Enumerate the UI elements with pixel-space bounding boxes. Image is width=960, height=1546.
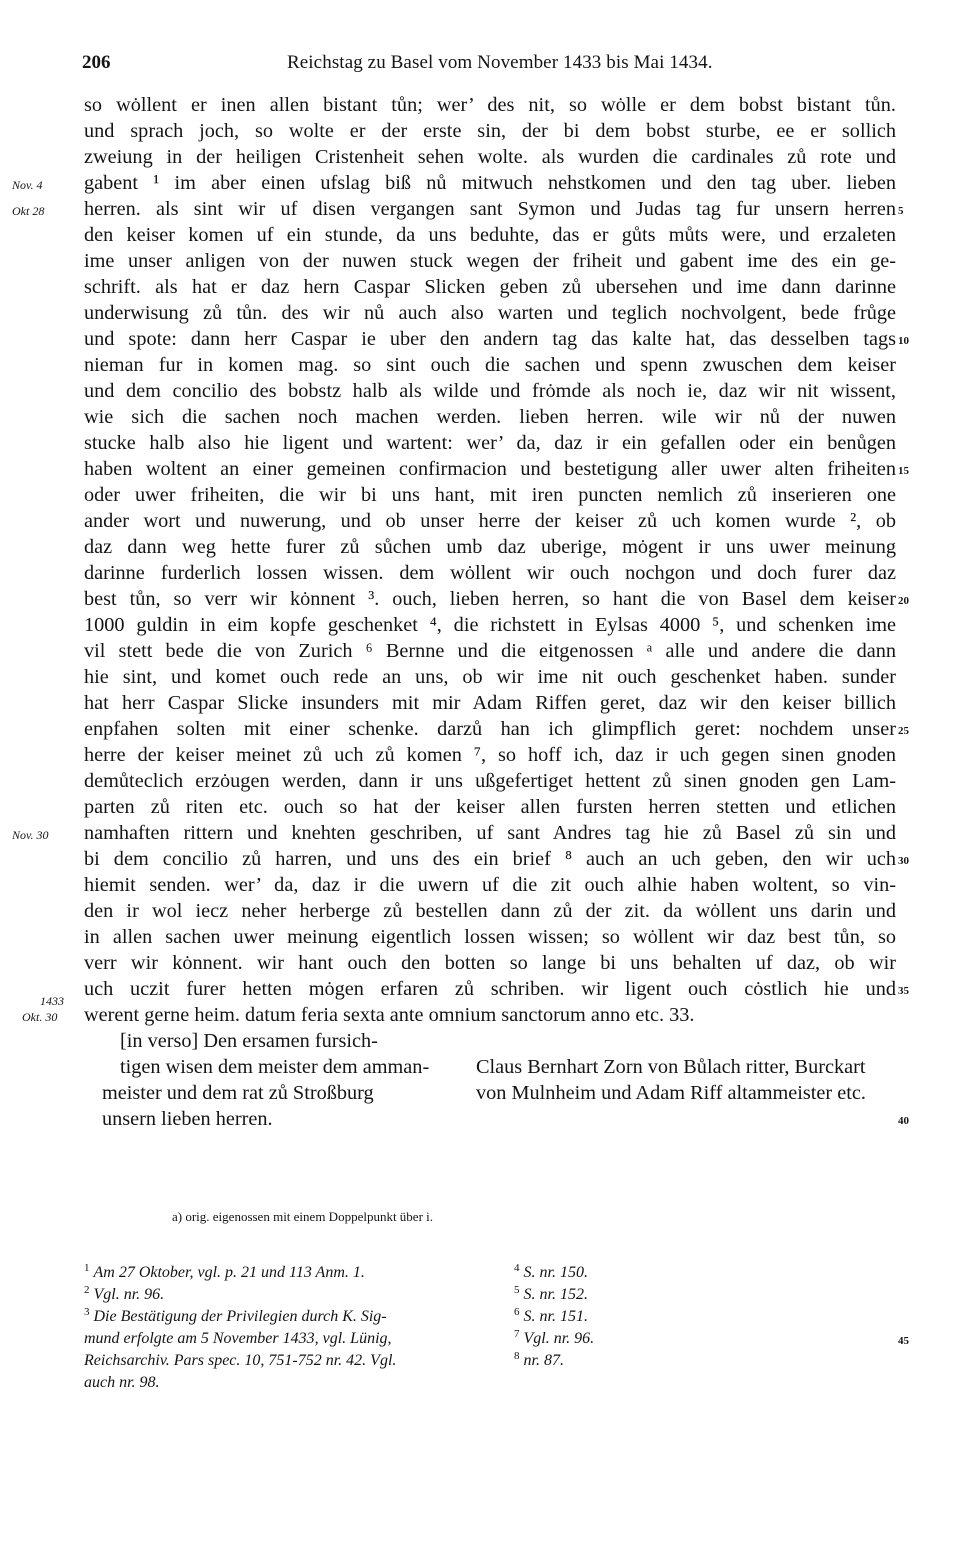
- line-number: 10: [898, 335, 909, 347]
- text-line: vil stett bede die von Zurich ⁶ Bernne und die eitgenossen ᵃ alle und andere die dann: [84, 640, 896, 662]
- text-line: demůteclich erzȯugen werden, dann ir uns ußgefertiget hettent zů sinen gnoden gen Lam-: [84, 770, 896, 792]
- text-line: hat herr Caspar Slicke insunders mit mir Adam Riffen geret, daz wir den keiser billich: [84, 692, 896, 714]
- line-number: 25: [898, 725, 909, 737]
- footnote-continuation: mund erfolgte am 5 November 1433, vgl. Lünig,: [84, 1330, 392, 1347]
- apparatus-note: a) orig. eigenossen mit einem Doppelpunkt über i.: [172, 1209, 434, 1224]
- line-number: 15: [898, 465, 909, 477]
- text-line: den keiser komen uf ein stunde, da uns beduhte, das er gůts můts were, und erzaleten: [84, 224, 896, 246]
- text-line: ander wort und nuwerung, und ob unser herre der keiser zů uch komen wurde ², ob: [84, 510, 896, 532]
- text-line: parten zů riten etc. ouch so hat der keiser allen fursten herren stetten und etlichen: [84, 796, 896, 818]
- text-line: 1000 guldin in eim kopfe geschenket ⁴, die richstett in Eylsas 4000 ⁵, und schenken ime: [84, 614, 896, 636]
- line-number: 30: [898, 855, 909, 867]
- text-line: enpfahen solten mit einer schenke. darzů han ich glimpflich geret: nochdem unser: [84, 718, 896, 740]
- line-number: 40: [898, 1115, 909, 1127]
- text-line: haben woltent an einer gemeinen confirmacion und bestetigung aller uwer alten friheiten: [84, 458, 896, 480]
- text-line: wie sich die sachen noch machen werden. lieben herren. wile wir nů der nuwen: [84, 406, 896, 428]
- text-line: und sprach joch, so wolte er der erste sin, der bi dem bobst sturbe, ee er sollich: [84, 120, 896, 142]
- address-line: Claus Bernhart Zorn von Bůlach ritter, Burckart: [476, 1056, 866, 1078]
- footnote-continuation: Reichsarchiv. Pars spec. 10, 751-752 nr. 42. Vgl.: [84, 1352, 397, 1369]
- text-line: darinne furderlich lossen wissen. dem wȯllent wir ouch nochgon und doch furer daz: [84, 562, 896, 584]
- text-line: so wȯllent er inen allen bistant tůn; wer’ des nit, so wȯlle er dem bobst bistant tůn.: [84, 94, 896, 116]
- address-line: meister und dem rat zů Stroßburg: [102, 1082, 374, 1104]
- line-number: 5: [898, 205, 904, 217]
- text-line: hiemit senden. wer’ da, daz ir die uwern uf die zit ouch alhie haben woltent, so vin-: [84, 874, 896, 896]
- text-line: herren. als sint wir uf disen vergangen sant Symon und Judas tag fur unsern herren: [84, 198, 896, 220]
- footnote: $^8$ nr. 87.: [514, 1349, 564, 1369]
- text-line: in allen sachen uwer meinung eigentlich lossen wissen; so wȯllent wir daz best tůn, so: [84, 926, 896, 948]
- margin-date-note: Nov. 30: [12, 828, 49, 842]
- text-line: werent gerne heim. datum feria sexta ante omnium sanctorum anno etc. 33.: [84, 1004, 695, 1026]
- footnote: $^1$ Am 27 Oktober, vgl. p. 21 und 113 Anm. 1.: [84, 1261, 365, 1281]
- text-line: oder uwer friheiten, die wir bi uns hant, mit iren puncten nemlich zů inserieren one: [84, 484, 896, 506]
- text-line: underwisung zů tůn. des wir nů auch also warten und teglich nochvolgent, bede frůge: [84, 302, 896, 324]
- line-number: 20: [898, 595, 909, 607]
- footnote-continuation: auch nr. 98.: [84, 1374, 160, 1391]
- text-line: uch uczit furer hetten mȯgen erfaren zů schriben. wir ligent ouch cȯstlich hie und: [84, 978, 896, 1000]
- running-title: Reichstag zu Basel vom November 1433 bis Mai 1434.: [287, 52, 713, 73]
- margin-date-note: 1433: [40, 994, 64, 1008]
- text-line: verr wir kȯnnent. wir hant ouch den botten so lange bi uns behalten uf daz, ob wir: [84, 952, 896, 974]
- text-line: gabent ¹ im aber einen ufslag biß nů mitwuch nehstkomen und den tag uber. lieben: [84, 172, 896, 194]
- text-line: nieman fur in komen mag. so sint ouch die sachen und spenn zwuschen dem keiser: [84, 354, 896, 376]
- footnote: $^5$ S. nr. 152.: [514, 1283, 588, 1303]
- text-line: schrift. als hat er daz hern Caspar Slicken geben zů ubersehen und ime dann darinne: [84, 276, 896, 298]
- text-line: hie sint, und komet ouch rede an uns, ob wir ime nit ouch geschenket haben. sunder: [84, 666, 896, 688]
- text-line: und dem concilio des bobstz halb als wilde und frȯmde als noch ie, daz wir nit wissent,: [84, 380, 896, 402]
- footnote: $^4$ S. nr. 150.: [514, 1261, 588, 1281]
- text-line: herre der keiser meinet zů uch zů komen ⁷, so hoff ich, daz ir uch gegen sinen gnoden: [84, 744, 896, 766]
- margin-date-note: Okt 28: [12, 204, 45, 218]
- address-line: tigen wisen dem meister dem amman-: [120, 1056, 430, 1078]
- footnote: $^2$ Vgl. nr. 96.: [84, 1283, 165, 1303]
- footnote: $^6$ S. nr. 151.: [514, 1305, 588, 1325]
- text-line: den ir wol iecz neher herberge zů bestellen dann zů der zit. da wȯllent uns darin und: [84, 900, 896, 922]
- text-line: zweiung in der heiligen Cristenheit sehen wolte. als wurden die cardinales zů rote und: [84, 146, 896, 168]
- text-line: bi dem concilio zů harren, und uns des ein brief ⁸ auch an uch geben, den wir uch: [84, 848, 896, 870]
- address-line: unsern lieben herren.: [102, 1108, 273, 1130]
- line-number: 35: [898, 985, 909, 997]
- text-line: stucke halb also hie ligent und wartent: wer’ da, daz ir ein gefallen oder ein benůgen: [84, 432, 896, 454]
- text-line: daz dann weg hette furer zů sůchen umb daz uberige, mȯgent ir uns uwer meinung: [84, 536, 896, 558]
- page-number: 206: [82, 52, 111, 73]
- footnote: $^3$ Die Bestätigung der Privilegien durch K. Sig-: [84, 1305, 387, 1325]
- margin-date-note: Okt. 30: [22, 1010, 58, 1024]
- footnote: $^7$ Vgl. nr. 96.: [514, 1327, 595, 1347]
- text-line: und spote: dann herr Caspar ie uber den andern tag das kalte hat, das desselben tags: [84, 328, 896, 350]
- address-line: von Mulnheim und Adam Riff altammeister etc.: [476, 1082, 866, 1104]
- text-line: best tůn, so verr wir kȯnnent ³. ouch, lieben herren, so hant die von Basel dem keiser: [84, 588, 896, 610]
- address-line: [in verso] Den ersamen fursich-: [120, 1030, 378, 1052]
- line-number: 45: [898, 1335, 909, 1347]
- margin-date-note: Nov. 4: [12, 178, 43, 192]
- text-line: ime unser anligen von der nuwen stuck wegen der friheit und gabent ime des ein ge-: [84, 250, 896, 272]
- text-line: namhaften rittern und knehten geschriben, uf sant Andres tag hie zů Basel zů sin und: [84, 822, 896, 844]
